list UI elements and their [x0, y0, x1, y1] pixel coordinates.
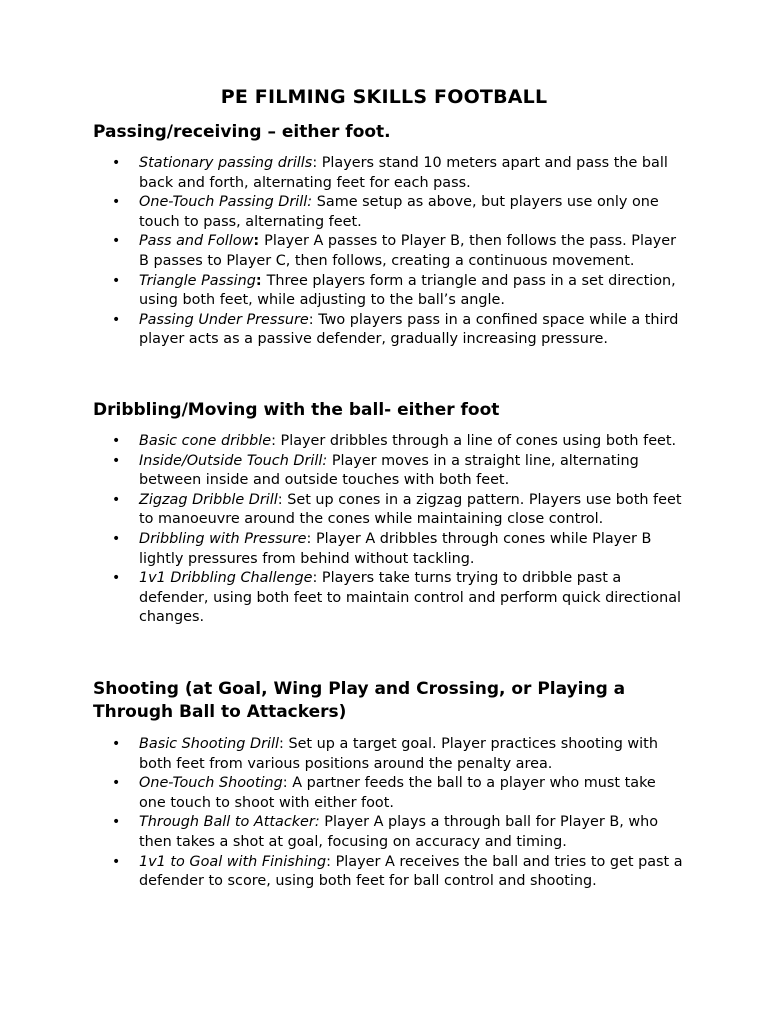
drill-description: Player dribbles through a line of cones using both feet.	[280, 433, 677, 449]
list-item	[0, 569, 684, 628]
drill-description: Player A receives the ball and tries to get past a defender to score, using both feet for ball control and shooting.	[139, 853, 683, 890]
bullet-icon: •	[112, 452, 121, 469]
list-item	[0, 193, 684, 232]
bullet-icon: •	[112, 775, 121, 792]
bullet-icon: •	[112, 233, 121, 250]
list-item	[0, 735, 684, 774]
list-item	[0, 530, 684, 569]
drill-separator: :	[306, 530, 316, 547]
drill-separator: :	[312, 155, 322, 171]
drill-description: Same setup as above, but players use only one touch to pass, alternating feet.	[139, 194, 659, 230]
bullet-icon: •	[112, 155, 121, 171]
section-heading-shooting: Shooting (at Goal, Wing Play and Crossing, or Playing a Through Ball to Attackers)	[93, 679, 626, 722]
bullet-list-dribbling	[0, 432, 768, 628]
bullet-icon: •	[112, 272, 121, 289]
bullet-icon: •	[112, 311, 121, 328]
drill-name: Inside/Outside Touch Drill:	[139, 452, 328, 469]
drill-separator: :	[253, 233, 265, 250]
list-item	[0, 154, 684, 193]
drill-name: 1v1 to Goal with Finishing	[139, 853, 327, 870]
drill-name: One-Touch Passing Drill:	[139, 194, 313, 211]
list-item	[0, 232, 684, 271]
drill-name: Pass and Follow	[139, 233, 254, 250]
drill-name: Basic cone dribble	[139, 433, 272, 449]
drill-name: Passing Under Pressure	[139, 311, 309, 328]
drill-description: Three players form a triangle and pass in a set direction, using both feet, while adjusting to the ball’s angle.	[139, 272, 676, 309]
bullet-icon: •	[112, 853, 121, 870]
list-item	[0, 311, 684, 350]
drill-description: A partner feeds the ball to a player who must take one touch to shoot with either foot.	[139, 775, 656, 811]
bullet-icon: •	[112, 433, 121, 449]
list-item	[0, 813, 684, 852]
document-title: PE FILMING SKILLS FOOTBALL	[220, 86, 548, 108]
list-item	[0, 853, 684, 892]
bullet-list-passing	[0, 154, 768, 350]
drill-description: Two players pass in a confined space while a third player acts as a passive defender, gradually increasing pressure.	[139, 311, 679, 348]
drill-name: Triangle Passing	[139, 272, 256, 289]
drill-description: Player moves in a straight line, alternating between inside and outside touches with both feet.	[139, 452, 639, 489]
drill-separator: :	[271, 433, 281, 449]
bullet-icon: •	[112, 491, 121, 508]
bullet-icon: •	[112, 530, 121, 547]
drill-description: Player A plays a through ball for Player B, who then takes a shot at goal, focusing on accuracy and timing.	[139, 814, 659, 850]
list-item	[0, 774, 684, 813]
drill-separator: :	[308, 311, 319, 328]
drill-description: Set up a target goal. Player practices shooting with both feet from various positions around the penalty area.	[139, 736, 658, 772]
drill-separator: :	[312, 570, 322, 587]
drill-separator: :	[277, 491, 288, 508]
drill-name: Stationary passing drills	[139, 155, 313, 171]
drill-description: Players take turns trying to dribble past a defender, using both feet to maintain control and perform quick directional changes.	[139, 570, 682, 626]
list-item	[0, 432, 684, 452]
drill-description: Player A dribbles through cones while Player B lightly pressures from behind without tackling.	[139, 530, 652, 567]
bullet-icon: •	[112, 194, 121, 211]
drill-description: Players stand 10 meters apart and pass the ball back and forth, alternating feet for each pass.	[139, 155, 668, 191]
drill-separator: :	[282, 775, 293, 792]
drill-name: One-Touch Shooting	[139, 775, 283, 792]
bullet-icon: •	[112, 814, 121, 831]
drill-description: Set up cones in a zigzag pattern. Players use both feet to manoeuvre around the cones while maintaining close control.	[139, 491, 682, 528]
section-heading-dribbling: Dribbling/Moving with the ball- either foot	[93, 400, 500, 420]
drill-name: Basic Shooting Drill	[139, 736, 279, 752]
drill-name: Zigzag Dribble Drill	[139, 491, 278, 508]
drill-name: 1v1 Dribbling Challenge	[139, 570, 313, 587]
section-heading-passing: Passing/receiving – either foot.	[93, 122, 391, 142]
bullet-list-shooting	[0, 735, 768, 892]
drill-separator: :	[255, 272, 267, 289]
drill-description: Player A passes to Player B, then follows the pass. Player B passes to Player C, then follows, creating a continuous movement.	[139, 233, 677, 269]
bullet-icon: •	[112, 736, 121, 752]
list-item	[0, 491, 684, 530]
drill-name: Dribbling with Pressure	[139, 530, 307, 547]
list-item	[0, 452, 684, 491]
drill-separator: :	[279, 736, 289, 752]
drill-name: Through Ball to Attacker:	[139, 814, 320, 831]
list-item	[0, 272, 684, 311]
drill-separator: :	[326, 853, 336, 870]
bullet-icon: •	[112, 570, 121, 587]
